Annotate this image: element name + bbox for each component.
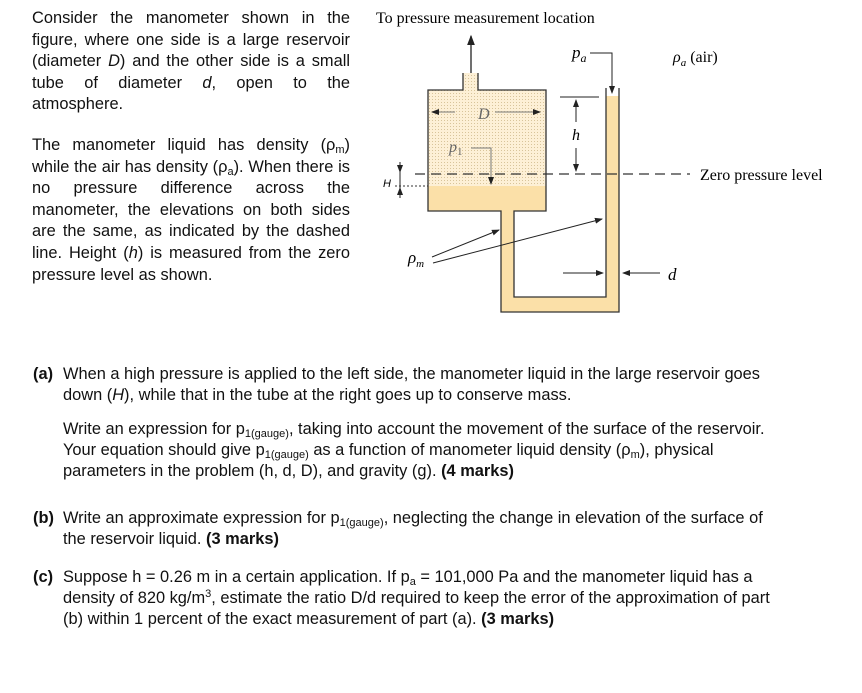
reservoir-neck (463, 73, 478, 90)
text-segment: Suppose h = 0.26 m in a certain application. If p (63, 568, 410, 586)
H-label: H (383, 178, 391, 190)
text-segment: m (335, 144, 345, 156)
text-segment: = 101,000 Pa and the manometer liquid has a density of 820 kg/m (63, 568, 753, 607)
question-text (63, 364, 783, 406)
d-label: d (668, 265, 677, 284)
rho-a-label: $\rho_a$ (air) (673, 49, 718, 69)
text-segment: ). When there is no pressure difference across the manometer, the elevations on both sides are the same, as indicated by the dashed line. Height ( (32, 157, 351, 262)
p1-label: p1 (449, 139, 463, 158)
text-segment: H (112, 386, 125, 404)
question-text (63, 567, 773, 630)
text-segment: h (128, 243, 138, 262)
zero-pressure-label: Zero pressure level (700, 167, 823, 184)
question-text (63, 419, 783, 482)
text-segment: ) while the air has density (ρ (32, 136, 350, 176)
question-label: (a) (33, 365, 54, 383)
reservoir-air (428, 90, 546, 186)
text-segment: (3 marks) (481, 610, 555, 628)
text-segment: 3 (205, 588, 212, 600)
text-segment: as a function of manometer liquid density (ρ (308, 441, 631, 459)
text-segment: D (108, 52, 120, 71)
text-segment: , estimate the ratio D/d required to keep the error of the approximation of part (b) within 1 percent of the exact measurement of part (a). (63, 589, 770, 628)
pa-label: $p_a$ (572, 43, 587, 65)
h-label: h (572, 127, 580, 144)
figure-title: To pressure measurement location (376, 10, 595, 27)
text-segment: ) is measured from the zero pressure level as shown. (32, 243, 350, 284)
text-segment: 1(gauge) (244, 428, 289, 440)
rho-m-label: $\rho_m$ (408, 248, 425, 270)
text-segment: a (409, 576, 416, 588)
text-segment: Write an expression for p (63, 420, 245, 438)
D-label: D (478, 106, 490, 123)
manometer-diagram (0, 0, 862, 340)
text-segment: ), physical parameters in the problem (h, d, D), and gravity (g). (63, 441, 714, 480)
text-segment: , neglecting the change in elevation of the surface of the reservoir liquid. (63, 509, 763, 548)
text-segment: The manometer liquid has density (ρ (32, 136, 336, 154)
text-segment: m (630, 449, 640, 461)
text-segment: a (227, 165, 234, 178)
text-segment: 1(gauge) (264, 449, 309, 461)
text-segment: Consider the manometer shown in the figure, where one side is a large reservoir (diameter (32, 9, 350, 71)
text-segment: 1(gauge) (339, 517, 384, 529)
question-c (33, 567, 833, 630)
question-a (33, 364, 833, 482)
text-segment: , open to the atmosphere. (32, 73, 350, 114)
question-label: (b) (33, 509, 54, 527)
question-b (33, 508, 833, 550)
text-segment: Write an approximate expression for p (63, 509, 340, 527)
text-segment: (4 marks) (441, 462, 514, 480)
text-segment: When a high pressure is applied to the left side, the manometer liquid in the large reservoir goes down ( (63, 365, 760, 404)
text-segment: (3 marks) (206, 530, 279, 548)
text-segment: ), while that in the tube at the right goes up to conserve mass. (124, 386, 572, 404)
question-text (63, 508, 763, 550)
text-segment: d (202, 73, 212, 92)
question-label: (c) (33, 568, 54, 586)
text-segment: ) and the other side is a small tube of diameter (32, 52, 350, 92)
text-segment: , taking into account the movement of the surface of the reservoir. Your equation should give p (63, 420, 765, 459)
